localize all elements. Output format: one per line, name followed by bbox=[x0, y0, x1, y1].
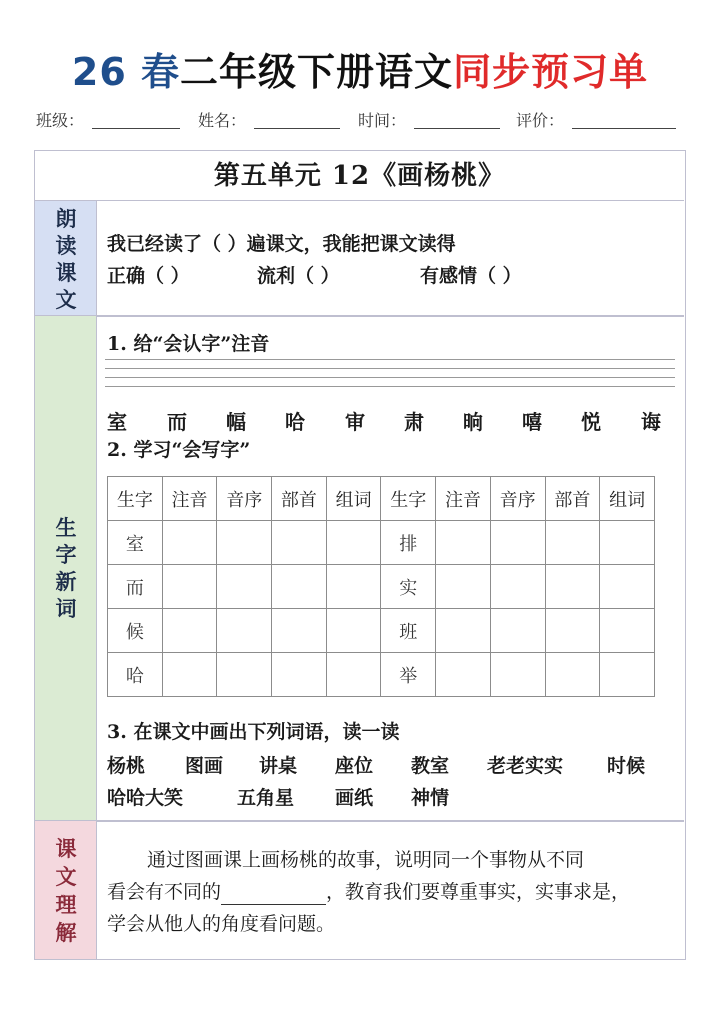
table-header: 部首 bbox=[545, 477, 600, 521]
class-label: 班级： bbox=[36, 111, 85, 130]
word: 图画 bbox=[185, 755, 224, 777]
table-header: 组词 bbox=[326, 477, 381, 521]
table-header-row bbox=[108, 477, 655, 521]
table-header: 音序 bbox=[217, 477, 272, 521]
title-main: 二年级下册语文 bbox=[180, 50, 454, 94]
table-header: 生字 bbox=[108, 477, 163, 521]
recognize-char: 嘻 bbox=[522, 410, 542, 434]
word: 哈哈大笑 bbox=[107, 787, 184, 809]
recognize-char: 室 bbox=[107, 410, 127, 434]
word: 五角星 bbox=[237, 787, 295, 809]
section-label-vocab: 生 字 新 词 bbox=[35, 316, 97, 821]
table-row bbox=[108, 521, 655, 565]
table-header: 注音 bbox=[436, 477, 491, 521]
table-char: 排 bbox=[381, 521, 436, 565]
table-header: 组词 bbox=[600, 477, 655, 521]
recognize-char: 诲 bbox=[641, 410, 661, 434]
table-char: 哈 bbox=[108, 653, 163, 697]
writing-chars-table bbox=[107, 476, 655, 697]
table-header: 注音 bbox=[162, 477, 217, 521]
unit-title: 第五单元 12《画杨桃》 bbox=[35, 151, 684, 201]
table-char: 举 bbox=[381, 653, 436, 697]
title-highlight: 同步预习单 bbox=[453, 50, 649, 94]
word: 老老实实 bbox=[487, 755, 564, 777]
reading-correct: 正确（ ） bbox=[107, 265, 190, 287]
question-3: 3. 在课文中画出下列词语，读一读 bbox=[107, 721, 400, 743]
table-header: 部首 bbox=[272, 477, 327, 521]
reading-count-line: 我已经读了（ ）遍课文，我能把课文读得 bbox=[107, 233, 456, 255]
recognize-char: 晌 bbox=[463, 410, 483, 434]
table-row bbox=[108, 653, 655, 697]
table-char: 候 bbox=[108, 609, 163, 653]
title-spring: 春 bbox=[141, 50, 181, 94]
divider bbox=[97, 820, 684, 822]
time-field[interactable] bbox=[414, 128, 500, 129]
recognize-chars bbox=[107, 406, 667, 434]
word: 杨桃 bbox=[107, 755, 146, 777]
page-title bbox=[0, 44, 720, 100]
reading-fluent: 流利（ ） bbox=[257, 265, 340, 287]
words-row-1 bbox=[107, 751, 667, 777]
time-label: 时间： bbox=[358, 111, 407, 130]
understand-line-3: 学会从他人的角度看问题。 bbox=[107, 913, 336, 935]
recognize-char: 肃 bbox=[404, 410, 424, 434]
worksheet bbox=[34, 150, 686, 960]
table-char: 而 bbox=[108, 565, 163, 609]
table-header: 生字 bbox=[381, 477, 436, 521]
name-field[interactable] bbox=[254, 128, 340, 129]
table-header: 音序 bbox=[490, 477, 545, 521]
eval-label: 评价： bbox=[516, 111, 565, 130]
question-2: 2. 学习“会写字” bbox=[107, 439, 251, 461]
recognize-char: 悦 bbox=[581, 410, 601, 434]
word: 神情 bbox=[411, 787, 450, 809]
understand-line-1: 通过图画课上画杨桃的故事，说明同一个事物从不同 bbox=[147, 849, 585, 871]
recognize-char: 幅 bbox=[226, 410, 246, 434]
title-number: 26 bbox=[71, 50, 127, 94]
student-info-row bbox=[30, 108, 680, 134]
recognize-char: 审 bbox=[345, 410, 365, 434]
table-row bbox=[108, 609, 655, 653]
question-1: 1. 给“会认字”注音 bbox=[107, 333, 270, 355]
word: 画纸 bbox=[335, 787, 374, 809]
divider bbox=[97, 315, 684, 317]
word: 教室 bbox=[411, 755, 450, 777]
section-label-reading: 朗 读 课 文 bbox=[35, 201, 97, 316]
table-char: 实 bbox=[381, 565, 436, 609]
answer-blank[interactable] bbox=[221, 885, 326, 905]
word: 座位 bbox=[335, 755, 374, 777]
table-char: 室 bbox=[108, 521, 163, 565]
class-field[interactable] bbox=[92, 128, 180, 129]
reading-emotion: 有感情（ ） bbox=[420, 265, 522, 287]
table-char: 班 bbox=[381, 609, 436, 653]
recognize-char: 而 bbox=[167, 410, 187, 434]
word: 讲桌 bbox=[259, 755, 298, 777]
table-row bbox=[108, 565, 655, 609]
pinyin-lines[interactable] bbox=[105, 359, 675, 389]
understand-line-2: 看会有不同的 ，教育我们要尊重事实，实事求是， bbox=[107, 881, 631, 903]
recognize-char: 哈 bbox=[285, 410, 305, 434]
words-row-2 bbox=[107, 783, 667, 809]
eval-field[interactable] bbox=[572, 128, 676, 129]
name-label: 姓名： bbox=[198, 111, 247, 130]
word: 时候 bbox=[607, 755, 646, 777]
section-label-understand: 课 文 理 解 bbox=[35, 821, 97, 959]
